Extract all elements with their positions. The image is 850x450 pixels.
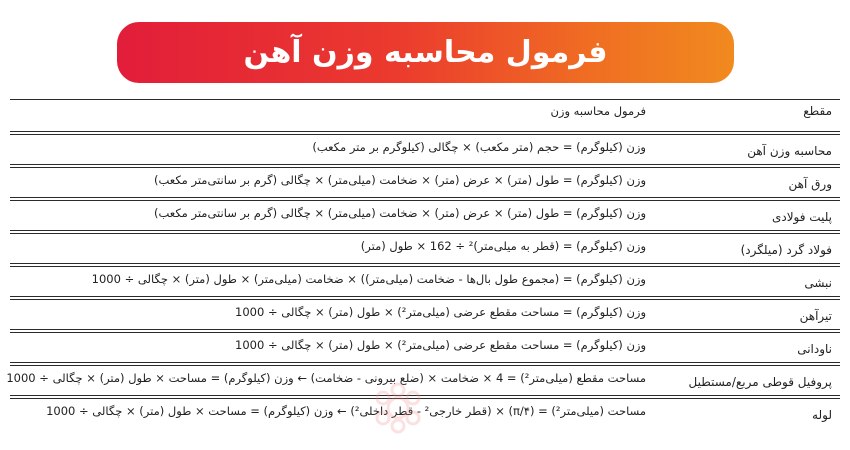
table-row — [10, 329, 840, 362]
row-formula: وزن (کیلوگرم) = حجم (متر مکعب) × چگالی (کیلوگرم بر متر مکعب) — [312, 140, 646, 154]
row-divider — [10, 233, 840, 234]
row-formula: وزن (کیلوگرم) = طول (متر) × عرض (متر) × ضخامت (میلی‌متر) × چگالی (گرم بر سانتی‌متر مکعب) — [154, 173, 646, 187]
table-row — [10, 296, 840, 329]
header-section: مقطع — [803, 104, 832, 118]
table-row — [10, 230, 840, 263]
row-divider — [10, 266, 840, 267]
row-formula: وزن (کیلوگرم) = مساحت مقطع عرضی (میلی‌متر²) × طول (متر) × چگالی ÷ 1000 — [235, 305, 646, 319]
row-section: تیرآهن — [799, 309, 832, 323]
row-section: لوله — [812, 408, 832, 422]
row-formula: وزن (کیلوگرم) = مساحت مقطع عرضی (میلی‌متر²) × طول (متر) × چگالی ÷ 1000 — [235, 338, 646, 352]
row-divider — [10, 167, 840, 168]
header-formula: فرمول محاسبه وزن — [550, 104, 646, 118]
page-title: فرمول محاسبه وزن آهن — [243, 35, 608, 70]
row-formula: وزن (کیلوگرم) = (قطر به میلی‌متر)² ÷ 162 × طول (متر) — [360, 239, 646, 253]
row-section: فولاد گرد (میلگرد) — [740, 243, 832, 257]
row-section: پلیت فولادی — [771, 210, 832, 224]
row-formula: وزن (کیلوگرم) = (مجموع طول بال‌ها - ضخامت (میلی‌متر)) × ضخامت (میلی‌متر) × طول (متر) × چگالی ÷ 1000 — [91, 272, 646, 286]
table-row — [10, 197, 840, 230]
row-divider — [10, 332, 840, 333]
table-row — [10, 131, 840, 164]
row-divider — [10, 200, 840, 201]
row-section: نبشی — [804, 276, 832, 290]
table-row — [10, 263, 840, 296]
row-divider — [10, 299, 840, 300]
row-section: محاسبه وزن آهن — [747, 144, 832, 158]
row-formula: وزن (کیلوگرم) = طول (متر) × عرض (متر) × ضخامت (میلی‌متر) × چگالی (گرم بر سانتی‌متر مکعب) — [154, 206, 646, 220]
row-divider — [10, 365, 840, 366]
row-formula: مساحت مقطع (میلی‌متر²) = 4 × ضخامت × (ضلع بیرونی - ضخامت) ← وزن (کیلوگرم) = مساحت × طول (متر) × چگالی ÷ 1000 — [6, 371, 646, 385]
title-banner — [117, 22, 734, 83]
table-row — [10, 164, 840, 197]
row-section: پروفیل قوطی مربع/مستطیل — [688, 375, 832, 389]
row-formula: مساحت (میلی‌متر²) = (π/۴) × (قطر خارجی² - قطر داخلی²) ← وزن (کیلوگرم) = مساحت × طول (متر) × چگالی ÷ 1000 — [46, 404, 646, 418]
row-divider — [10, 134, 840, 135]
table-header-row — [10, 99, 840, 131]
row-section: ناودانی — [797, 342, 832, 356]
row-section: ورق آهن — [788, 177, 832, 191]
gear-logo-icon — [368, 378, 428, 438]
